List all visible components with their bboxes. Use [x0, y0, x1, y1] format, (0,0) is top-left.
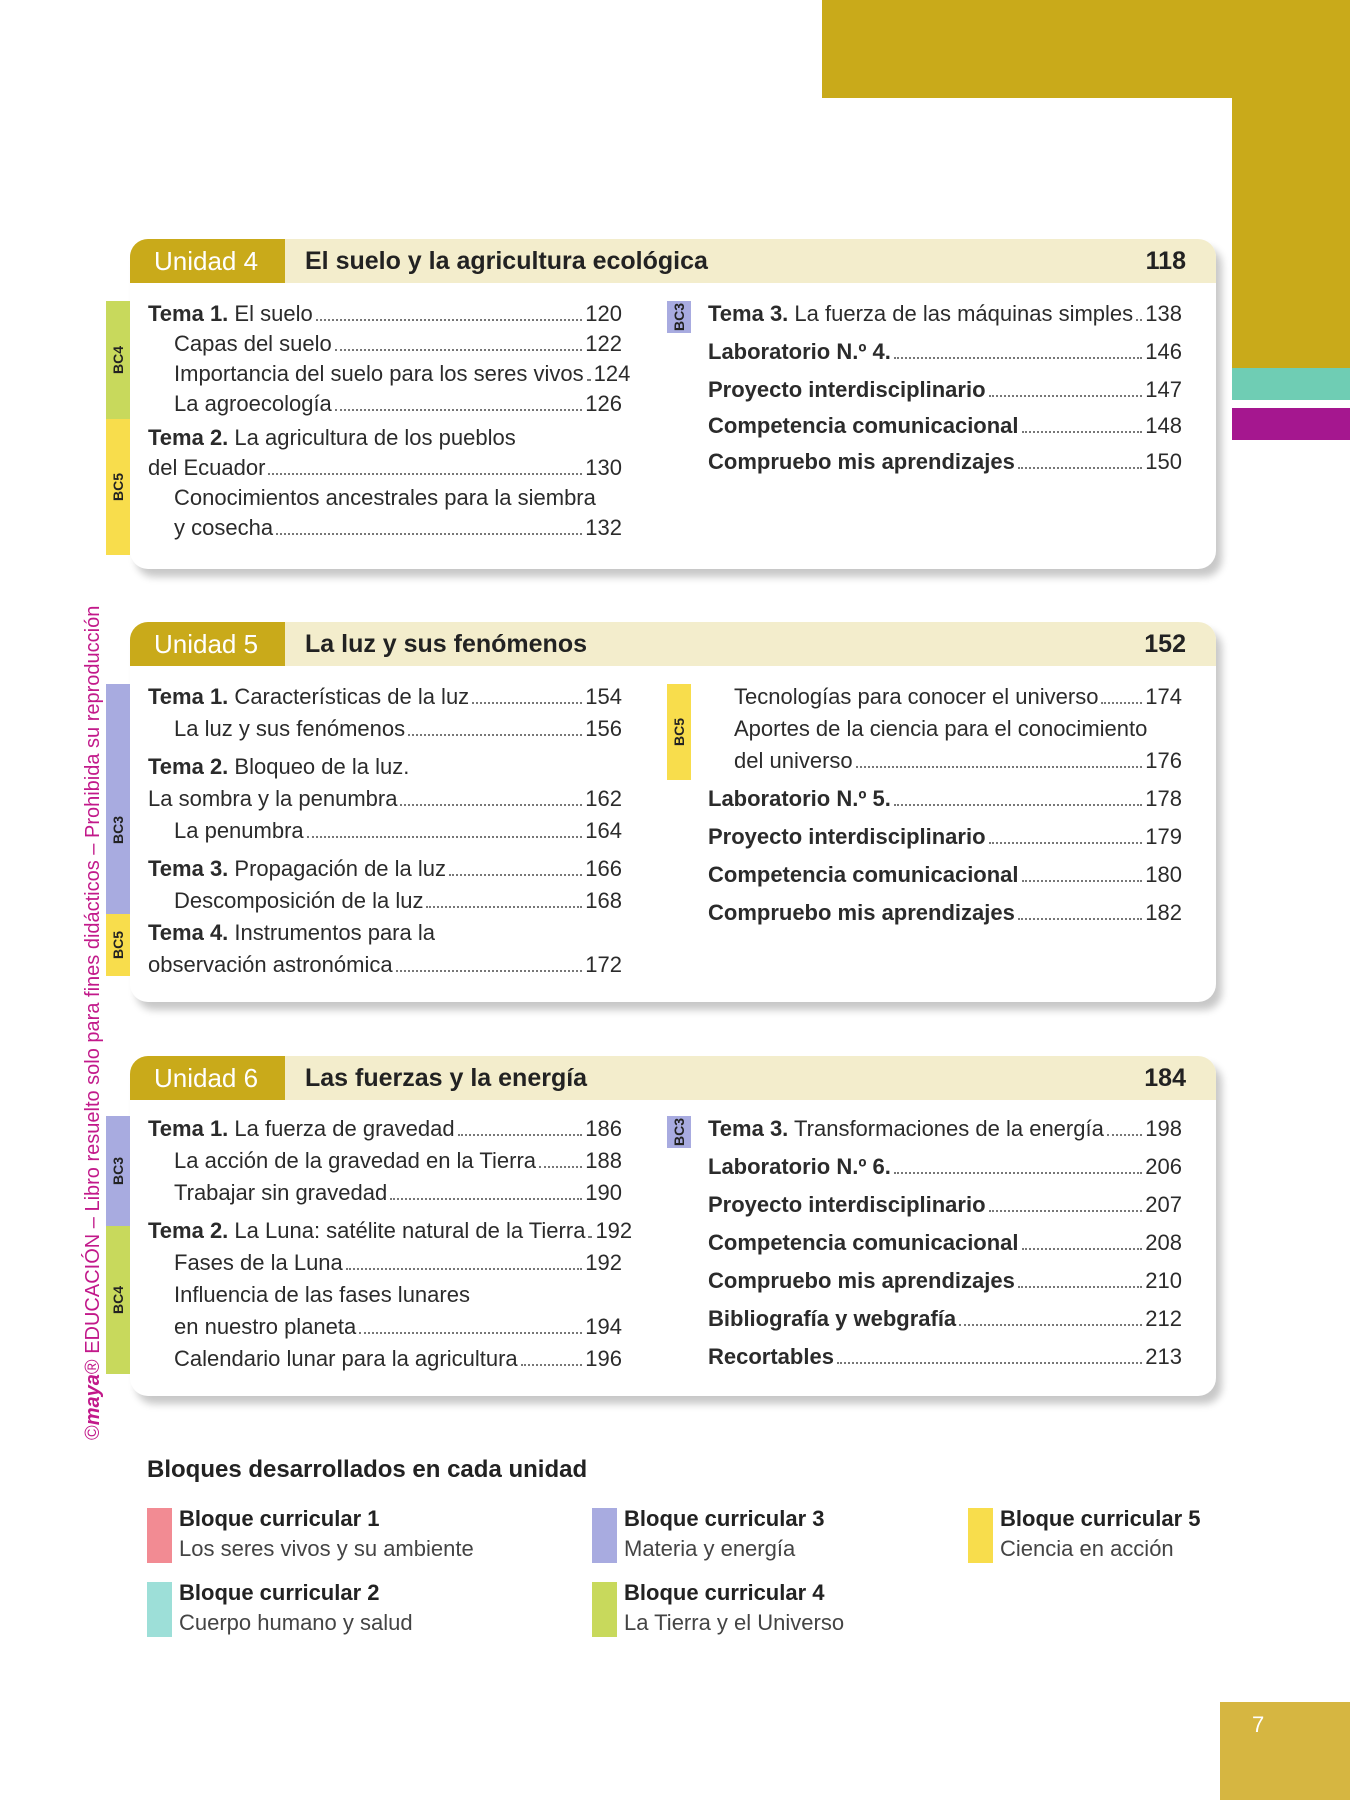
- unit-tag: Unidad 6: [130, 1056, 285, 1100]
- toc-entry[interactable]: Tema 1. Características de la luz 154: [148, 684, 622, 709]
- block-badge-bc5: BC5: [106, 914, 130, 976]
- block-badge-bc4: BC4: [106, 301, 130, 419]
- toc-entry[interactable]: Descomposición de la luz 168: [174, 888, 622, 913]
- legend-swatch: [147, 1582, 172, 1637]
- legend-swatch: [592, 1508, 617, 1563]
- legend-swatch: [147, 1508, 172, 1563]
- toc-entry[interactable]: Tema 2. La agricultura de los pueblos: [148, 425, 516, 450]
- toc-entry[interactable]: observación astronómica 172: [148, 952, 622, 977]
- legend-item-desc: Materia y energía: [624, 1536, 796, 1561]
- toc-entry[interactable]: Compruebo mis aprendizajes 210: [708, 1268, 1182, 1293]
- copyright-symbol: ©: [82, 1425, 104, 1440]
- legend-swatch: [592, 1582, 617, 1637]
- toc-entry[interactable]: Tema 1. La fuerza de gravedad 186: [148, 1116, 622, 1141]
- unit-5-card: [110, 622, 1216, 1002]
- legend-item-title: Bloque curricular 2: [179, 1580, 380, 1605]
- unit-header: [130, 239, 1216, 283]
- toc-entry[interactable]: La sombra y la penumbra 162: [148, 786, 622, 811]
- block-badge-bc3: BC3: [667, 301, 691, 333]
- toc-entry[interactable]: Laboratorio N.º 6. 206: [708, 1154, 1182, 1179]
- unit-title: La luz y sus fenómenos: [305, 630, 588, 658]
- decorative-magenta-tab: [1232, 408, 1350, 440]
- decorative-teal-tab: [1232, 368, 1350, 400]
- toc-entry[interactable]: Proyecto interdisciplinario 207: [708, 1192, 1182, 1217]
- page-number: 7: [1252, 1712, 1265, 1737]
- toc-entry[interactable]: Fases de la Luna 192: [174, 1250, 622, 1275]
- toc-entry[interactable]: Aportes de la ciencia para el conocimiento: [734, 716, 1148, 741]
- toc-entry[interactable]: Influencia de las fases lunares: [174, 1282, 470, 1307]
- unit-title: Las fuerzas y la energía: [305, 1064, 588, 1092]
- block-badge-bc3: BC3: [106, 1116, 130, 1226]
- toc-entry[interactable]: Competencia comunicacional 180: [708, 862, 1182, 887]
- legend-item-desc: La Tierra y el Universo: [624, 1610, 845, 1635]
- legend-item-desc: Ciencia en acción: [1000, 1536, 1174, 1561]
- legend-item-bc1: [147, 1506, 507, 1566]
- toc-entry[interactable]: Calendario lunar para la agricultura 196: [174, 1346, 622, 1371]
- legend-item-title: Bloque curricular 1: [179, 1506, 380, 1531]
- legend-item-title: Bloque curricular 5: [1000, 1506, 1201, 1531]
- toc-entry[interactable]: Bibliografía y webgrafía 212: [708, 1306, 1182, 1331]
- unit-page: 184: [1144, 1064, 1186, 1092]
- toc-entry[interactable]: Competencia comunicacional 148: [708, 413, 1182, 438]
- legend-item-bc4: [592, 1580, 952, 1640]
- toc-entry[interactable]: Laboratorio N.º 5. 178: [708, 786, 1182, 811]
- toc-entry[interactable]: y cosecha 132: [174, 515, 622, 540]
- unit-4-card: [110, 239, 1216, 569]
- toc-entry[interactable]: La luz y sus fenómenos 156: [174, 716, 622, 741]
- legend-item-bc5: [968, 1506, 1328, 1566]
- legend-item-title: Bloque curricular 4: [624, 1580, 825, 1605]
- toc-entry[interactable]: Compruebo mis aprendizajes 182: [708, 900, 1182, 925]
- watermark-text: ® EDUCACIÓN – Libro resuelto solo para fines didácticos – Prohibida su reproducción: [82, 605, 104, 1375]
- unit-4-right-column: [708, 297, 1182, 497]
- toc-entry[interactable]: Tema 3. Transformaciones de la energía 198: [708, 1116, 1182, 1141]
- block-badge-bc5: BC5: [106, 419, 130, 555]
- toc-entry[interactable]: en nuestro planeta 194: [174, 1314, 622, 1339]
- legend-item-bc2: [147, 1580, 507, 1640]
- toc-entry[interactable]: Tema 3. La fuerza de las máquinas simples 138: [708, 301, 1182, 326]
- legend-item-bc3: [592, 1506, 952, 1566]
- legend-item-desc: Cuerpo humano y salud: [179, 1610, 413, 1635]
- legend-item-title: Bloque curricular 3: [624, 1506, 825, 1531]
- unit-5-left-column: [148, 680, 622, 990]
- brand-logo-text: maya: [82, 1374, 104, 1426]
- toc-entry[interactable]: Tema 1. El suelo 120: [148, 301, 622, 326]
- toc-entry[interactable]: Laboratorio N.º 4. 146: [708, 339, 1182, 364]
- block-badge-bc4: BC4: [106, 1226, 130, 1374]
- unit-tag: Unidad 5: [130, 622, 285, 666]
- unit-6-left-column: [148, 1112, 633, 1382]
- decorative-gold-band-top: [822, 0, 1350, 98]
- block-badge-bc5: BC5: [667, 684, 691, 780]
- unit-header: [130, 622, 1216, 666]
- decorative-gold-band-right: [1232, 98, 1350, 368]
- unit-4-left-column: [148, 297, 631, 567]
- toc-entry[interactable]: Trabajar sin gravedad 190: [174, 1180, 622, 1205]
- block-badge-bc3: BC3: [667, 1116, 691, 1148]
- legend-swatch: [968, 1508, 993, 1563]
- unit-tag: Unidad 4: [130, 239, 285, 283]
- toc-entry[interactable]: La penumbra 164: [174, 818, 622, 843]
- unit-header: [130, 1056, 1216, 1100]
- unit-6-right-column: [708, 1112, 1182, 1382]
- toc-entry[interactable]: Tema 2. La Luna: satélite natural de la Tierra 192: [148, 1218, 633, 1243]
- unit-5-right-column: [708, 680, 1182, 925]
- toc-entry[interactable]: Compruebo mis aprendizajes 150: [708, 449, 1182, 474]
- toc-entry[interactable]: del universo 176: [734, 748, 1182, 773]
- toc-entry[interactable]: Tecnologías para conocer el universo 174: [734, 684, 1182, 709]
- legend-item-desc: Los seres vivos y su ambiente: [179, 1536, 474, 1561]
- toc-entry[interactable]: Tema 4. Instrumentos para la: [148, 920, 435, 945]
- unit-title: El suelo y la agricultura ecológica: [305, 247, 708, 275]
- toc-entry[interactable]: Tema 3. Propagación de la luz 166: [148, 856, 622, 881]
- block-badge-bc3: BC3: [106, 684, 130, 976]
- unit-page: 152: [1144, 630, 1186, 658]
- toc-entry[interactable]: Conocimientos ancestrales para la siembra: [174, 485, 596, 510]
- toc-entry[interactable]: Proyecto interdisciplinario 147: [708, 377, 1182, 402]
- toc-entry[interactable]: Tema 2. Bloqueo de la luz.: [148, 754, 410, 779]
- toc-entry[interactable]: La acción de la gravedad en la Tierra 188: [174, 1148, 622, 1173]
- toc-entry[interactable]: La agroecología 126: [174, 391, 622, 416]
- toc-entry[interactable]: del Ecuador 130: [148, 455, 622, 480]
- legend-title: Bloques desarrollados en cada unidad: [147, 1456, 588, 1483]
- toc-entry[interactable]: Capas del suelo 122: [174, 331, 622, 356]
- toc-entry[interactable]: Competencia comunicacional 208: [708, 1230, 1182, 1255]
- toc-entry[interactable]: Recortables 213: [708, 1344, 1182, 1369]
- toc-entry[interactable]: Importancia del suelo para los seres vivos 124: [174, 361, 631, 386]
- unit-6-card: [110, 1056, 1216, 1396]
- toc-entry[interactable]: Proyecto interdisciplinario 179: [708, 824, 1182, 849]
- unit-page: 118: [1145, 247, 1186, 275]
